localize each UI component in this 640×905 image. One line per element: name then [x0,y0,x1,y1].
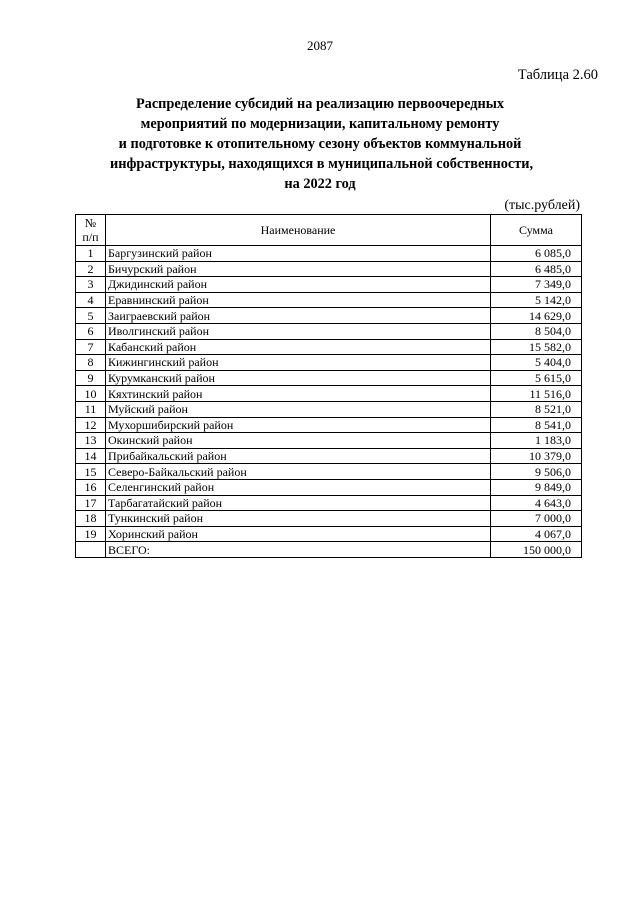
row-number: 7 [76,339,106,355]
row-sum: 7 349,0 [491,277,582,293]
row-name: Муйский район [106,401,491,417]
row-number: 3 [76,277,106,293]
header-number-abbrev: п/п [82,230,99,244]
table-row [76,246,582,262]
row-number: 18 [76,511,106,527]
row-number: 6 [76,323,106,339]
table-row [76,511,582,527]
row-name: Хоринский район [106,526,491,542]
table-row [76,261,582,277]
row-number: 9 [76,370,106,386]
row-sum: 15 582,0 [491,339,582,355]
row-sum: 8 541,0 [491,417,582,433]
header-number-symbol: № [84,216,97,230]
row-number: 1 [76,246,106,262]
row-sum: 10 379,0 [491,448,582,464]
units-label: (тыс.рублей) [504,198,580,213]
row-sum: 4 643,0 [491,495,582,511]
table-row [76,433,582,449]
table-row [76,292,582,308]
title-line: инфраструктуры, находящихся в муниципальной собственности, [110,156,534,172]
row-name: Прибайкальский район [106,448,491,464]
row-sum: 9 506,0 [491,464,582,480]
table-row [76,417,582,433]
row-number: 14 [76,448,106,464]
row-sum: 8 504,0 [491,323,582,339]
row-name: Тарбагатайский район [106,495,491,511]
header-sum: Сумма [491,215,582,246]
table-row [76,386,582,402]
row-sum: 6 085,0 [491,246,582,262]
table-header-row [76,215,582,246]
row-number: 16 [76,479,106,495]
row-name: Иволгинский район [106,323,491,339]
header-name: Наименование [106,215,491,246]
table-row [76,355,582,371]
row-name: Еравнинский район [106,292,491,308]
row-name: Заиграевский район [106,308,491,324]
row-name: Кяхтинский район [106,386,491,402]
row-number: 11 [76,401,106,417]
row-number: 15 [76,464,106,480]
row-number: 13 [76,433,106,449]
row-name: Тункинский район [106,511,491,527]
row-name: Кижингинский район [106,355,491,371]
row-sum: 5 142,0 [491,292,582,308]
row-sum: 150 000,0 [491,542,582,558]
total-row [76,542,582,558]
table-row [76,370,582,386]
table-row [76,495,582,511]
document-title [110,94,534,194]
row-sum: 11 516,0 [491,386,582,402]
table-row [76,464,582,480]
title-line: мероприятий по модернизации, капитальному ремонту [140,116,500,132]
row-name: ВСЕГО: [106,542,491,558]
title-line: и подготовке к отопительному сезону объектов коммунальной [118,136,522,152]
page-number: 2087 [307,38,333,53]
row-name: Бичурский район [106,261,491,277]
header-number [76,215,106,246]
row-sum: 4 067,0 [491,526,582,542]
row-sum: 14 629,0 [491,308,582,324]
row-sum: 5 615,0 [491,370,582,386]
table-row [76,339,582,355]
row-number [76,542,106,558]
row-name: Баргузинский район [106,246,491,262]
table-row [76,323,582,339]
table-row [76,526,582,542]
row-name: Окинский район [106,433,491,449]
table-row [76,308,582,324]
row-name: Мухоршибирский район [106,417,491,433]
row-number: 12 [76,417,106,433]
row-number: 19 [76,526,106,542]
table-reference: Таблица 2.60 [517,67,598,83]
row-name: Селенгинский район [106,479,491,495]
row-sum: 1 183,0 [491,433,582,449]
row-number: 4 [76,292,106,308]
table-row [76,277,582,293]
row-name: Джидинский район [106,277,491,293]
table-row [76,479,582,495]
row-name: Северо-Байкальский район [106,464,491,480]
title-line: Распределение субсидий на реализацию первоочередных [135,96,505,112]
row-number: 2 [76,261,106,277]
subsidy-table [75,214,582,558]
row-sum: 9 849,0 [491,479,582,495]
row-name: Курумканский район [106,370,491,386]
row-name: Кабанский район [106,339,491,355]
row-number: 10 [76,386,106,402]
row-sum: 6 485,0 [491,261,582,277]
row-sum: 7 000,0 [491,511,582,527]
row-sum: 5 404,0 [491,355,582,371]
title-line: на 2022 год [284,176,356,192]
table-row [76,401,582,417]
row-number: 17 [76,495,106,511]
row-number: 8 [76,355,106,371]
table-row [76,448,582,464]
row-number: 5 [76,308,106,324]
row-sum: 8 521,0 [491,401,582,417]
